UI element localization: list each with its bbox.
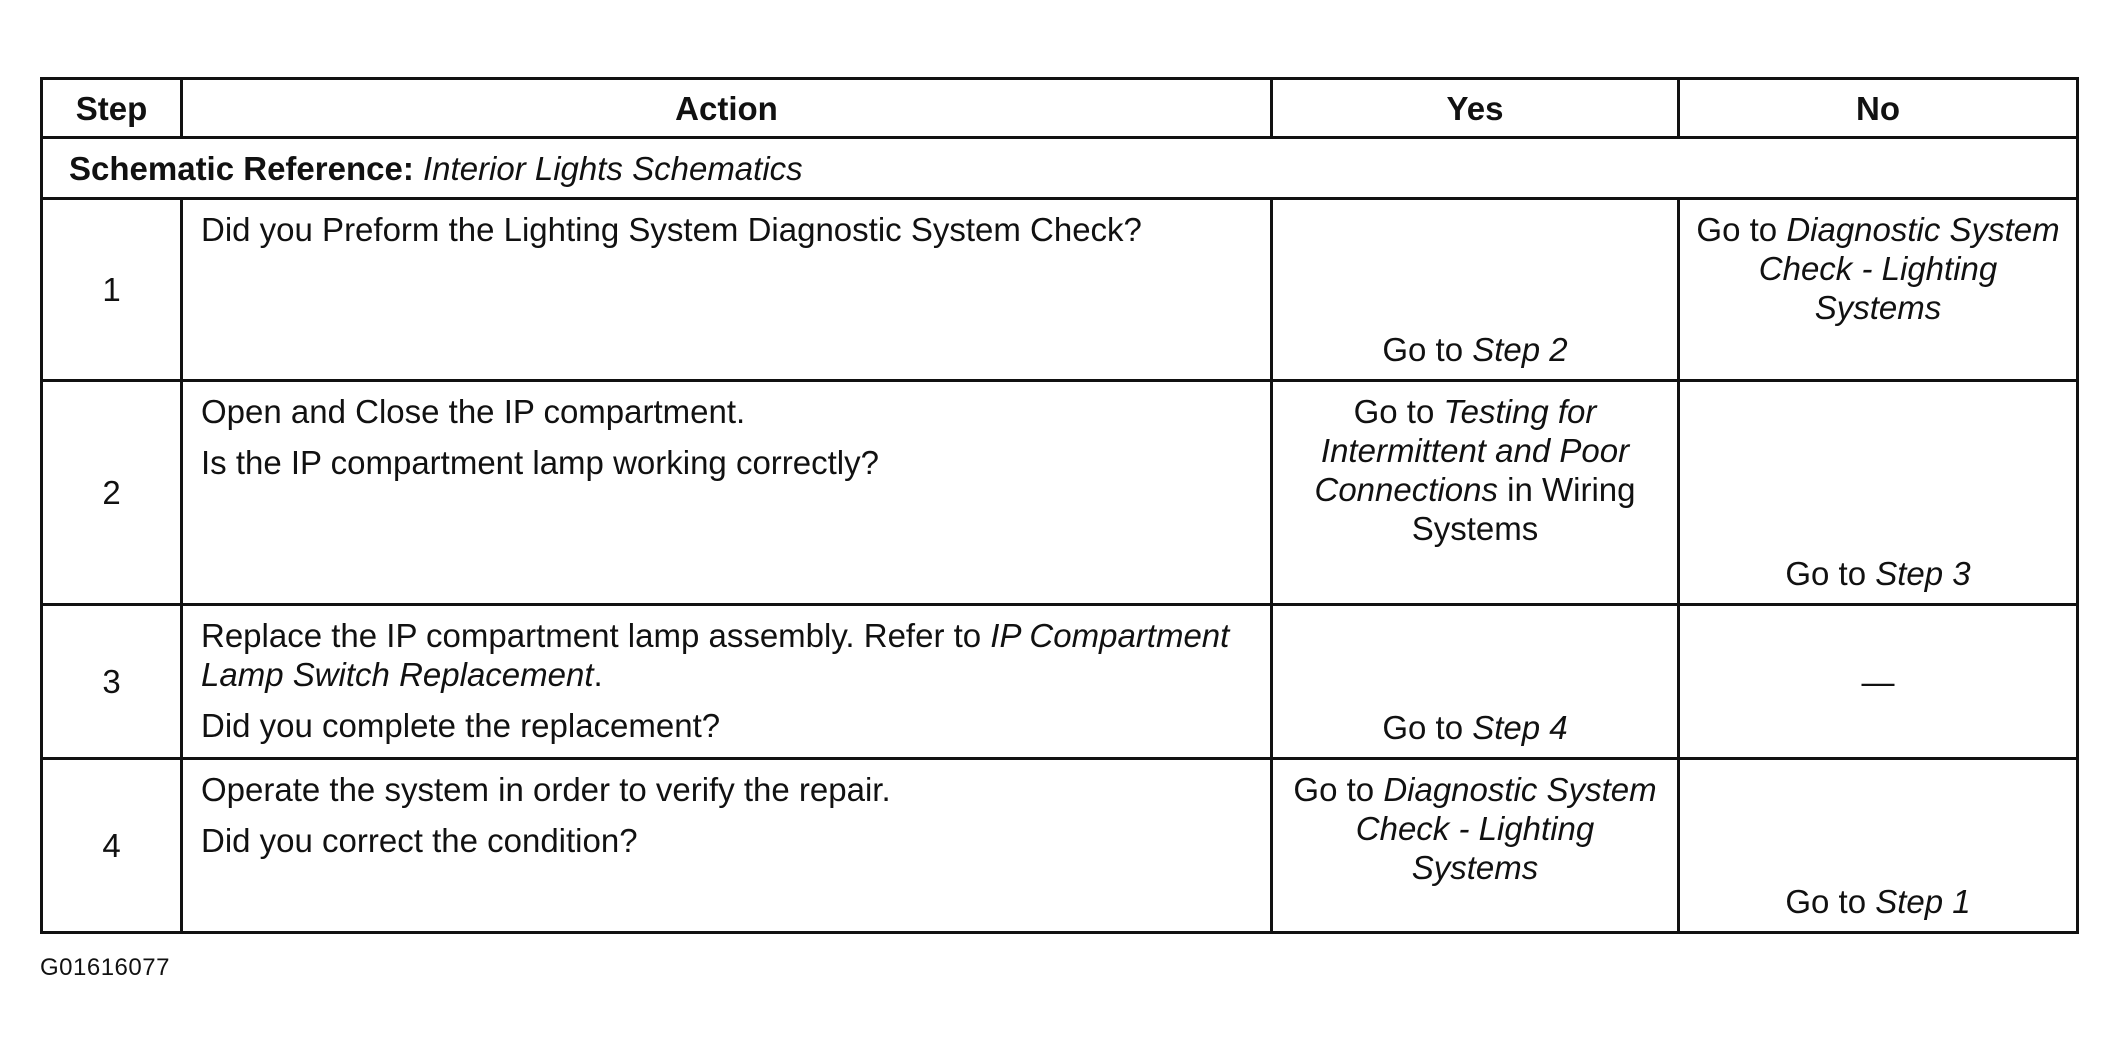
no-link[interactable]: Step 3 xyxy=(1875,555,1971,592)
table-row xyxy=(42,759,2078,933)
no-result xyxy=(1680,882,2076,921)
yes-cell xyxy=(1272,199,1679,381)
no-link[interactable]: Diagnostic System Check - Lighting Systems xyxy=(1758,211,2060,326)
figure-id: G01616077 xyxy=(40,954,170,981)
no-result xyxy=(1696,210,2060,327)
yes-cell xyxy=(1272,759,1679,933)
action-question: Did you complete the replacement? xyxy=(201,707,721,744)
action-cell xyxy=(182,381,1272,605)
yes-result xyxy=(1289,392,1661,548)
table-row xyxy=(42,605,2078,759)
table-row xyxy=(42,381,2078,605)
diagnostic-table xyxy=(40,77,2079,934)
header-yes: Yes xyxy=(1272,79,1679,138)
no-cell xyxy=(1679,199,2078,381)
action-cell xyxy=(182,199,1272,381)
no-cell xyxy=(1679,605,2078,759)
schematic-reference-link[interactable]: Interior Lights Schematics xyxy=(423,149,803,187)
no-link[interactable]: Step 1 xyxy=(1875,883,1971,920)
action-text: Operate the system in order to verify the repair. xyxy=(201,771,891,808)
yes-prefix: Go to xyxy=(1382,709,1473,746)
step-number: 1 xyxy=(42,199,182,381)
no-cell xyxy=(1679,381,2078,605)
yes-link[interactable]: Step 4 xyxy=(1472,709,1568,746)
no-result-dash: — xyxy=(1861,663,1895,700)
no-result xyxy=(1680,554,2076,593)
action-text-end: . xyxy=(593,656,603,693)
no-prefix: Go to xyxy=(1696,211,1787,248)
table-row xyxy=(42,199,2078,381)
yes-cell xyxy=(1272,381,1679,605)
yes-result xyxy=(1273,708,1677,747)
no-prefix: Go to xyxy=(1785,555,1876,592)
yes-link[interactable]: Testing for Intermittent and Poor Connections xyxy=(1314,393,1630,508)
header-row xyxy=(42,79,2078,138)
no-cell xyxy=(1679,759,2078,933)
schematic-reference-cell xyxy=(42,138,2078,199)
action-question: Did you correct the condition? xyxy=(201,822,638,859)
action-question: Is the IP compartment lamp working correctly? xyxy=(201,444,879,481)
no-prefix: Go to xyxy=(1785,883,1876,920)
action-text-part: Replace the IP compartment lamp assembly. Refer to xyxy=(201,617,991,654)
yes-suffix: in Wiring Systems xyxy=(1411,471,1636,547)
schematic-reference-label: Schematic Reference: xyxy=(69,149,414,187)
yes-result xyxy=(1289,770,1661,887)
yes-result xyxy=(1273,330,1677,369)
action-reference-link[interactable]: IP Compartment Lamp Switch Replacement xyxy=(201,617,1230,693)
schematic-reference-row xyxy=(42,138,2078,199)
step-number: 3 xyxy=(42,605,182,759)
action-text: Did you Preform the Lighting System Diagnostic System Check? xyxy=(201,211,1142,248)
yes-cell xyxy=(1272,605,1679,759)
action-cell xyxy=(182,605,1272,759)
yes-prefix: Go to xyxy=(1353,393,1444,430)
header-step: Step xyxy=(42,79,182,138)
action-text xyxy=(201,616,1254,694)
yes-link[interactable]: Step 2 xyxy=(1472,331,1568,368)
step-number: 4 xyxy=(42,759,182,933)
yes-prefix: Go to xyxy=(1382,331,1473,368)
header-action: Action xyxy=(182,79,1272,138)
header-no: No xyxy=(1679,79,2078,138)
yes-prefix: Go to xyxy=(1293,771,1384,808)
action-text: Open and Close the IP compartment. xyxy=(201,393,746,430)
action-cell xyxy=(182,759,1272,933)
yes-link[interactable]: Diagnostic System Check - Lighting Systems xyxy=(1355,771,1657,886)
step-number: 2 xyxy=(42,381,182,605)
